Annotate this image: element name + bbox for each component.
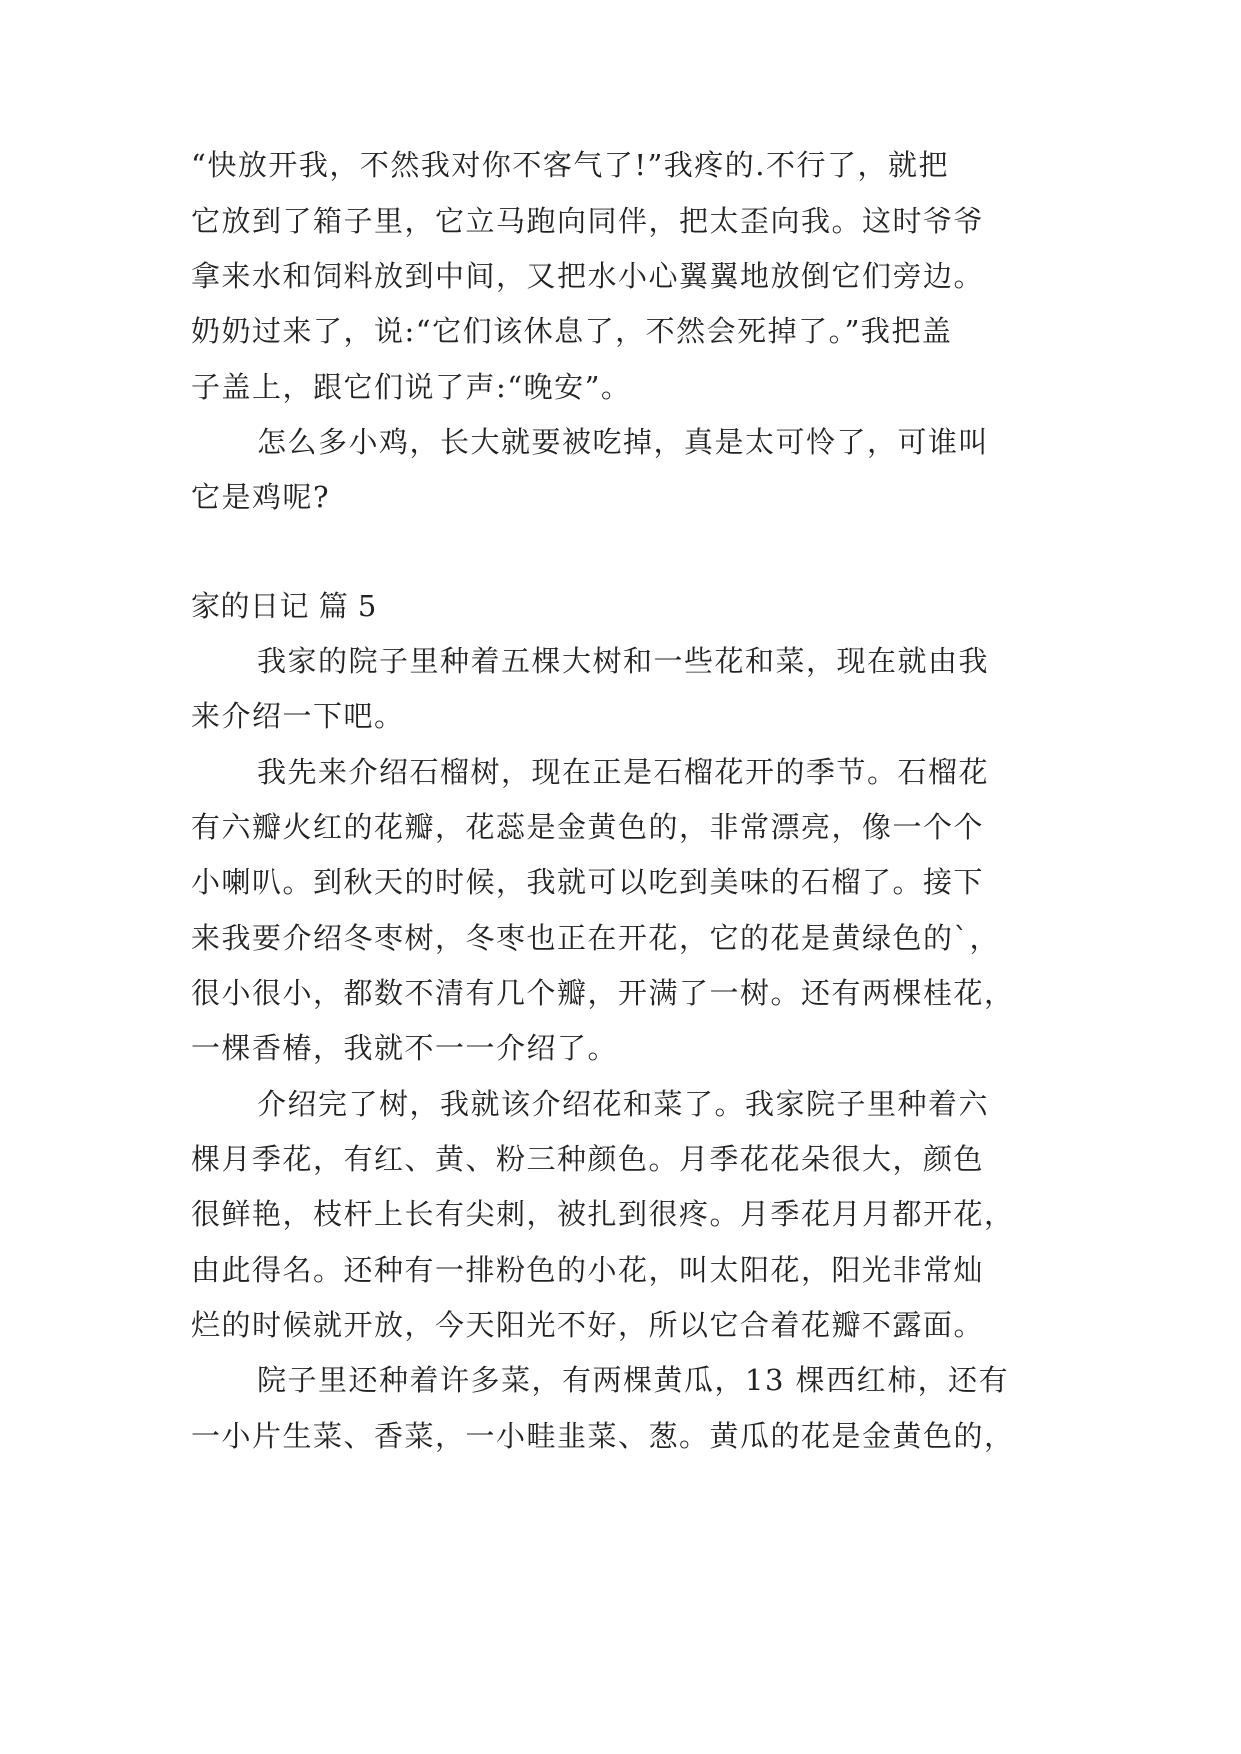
paragraph-line: “快放开我，不然我对你不客气了!”我疼的.不行了，就把 xyxy=(191,148,950,182)
paragraph-line: 小喇叭。到秋天的时候，我就可以吃到美味的石榴了。接下 xyxy=(191,865,985,899)
paragraph-line: 一小片生菜、香菜，一小畦韭菜、葱。黄瓜的花是金黄色的， xyxy=(191,1419,1015,1453)
paragraph-line: 很小很小，都数不清有几个瓣，开满了一树。还有两棵桂花， xyxy=(191,976,1015,1010)
paragraph-line: 院子里还种着许多菜，有两棵黄瓜，13 棵西红柿，还有 xyxy=(257,1363,1010,1397)
paragraph-line: 一棵香椿，我就不一一介绍了。 xyxy=(191,1031,619,1065)
section-title: 家的日记 篇 5 xyxy=(191,589,377,623)
paragraph-line: 子盖上，跟它们说了声:“晚安”。 xyxy=(191,370,632,404)
paragraph-line: 介绍完了树，我就该介绍花和菜了。我家院子里种着六 xyxy=(257,1087,990,1121)
paragraph-line: 来介绍一下吧。 xyxy=(191,699,405,733)
paragraph-line: 烂的时候就开放，今天阳光不好，所以它合着花瓣不露面。 xyxy=(191,1308,985,1342)
paragraph-line: 我先来介绍石榴树，现在正是石榴花开的季节。石榴花 xyxy=(257,755,990,789)
paragraph-line: 棵月季花，有红、黄、粉三种颜色。月季花花朵很大，颜色 xyxy=(191,1142,985,1176)
paragraph-line: 拿来水和饲料放到中间，又把水小心翼翼地放倒它们旁边。 xyxy=(191,259,985,293)
paragraph-line: 很鲜艳，枝杆上长有尖刺，被扎到很疼。月季花月月都开花， xyxy=(191,1197,1015,1231)
paragraph-line: 它放到了箱子里，它立马跑向同伴，把太歪向我。这时爷爷 xyxy=(191,204,985,238)
paragraph-line: 有六瓣火红的花瓣，花蕊是金黄色的，非常漂亮，像一个个 xyxy=(191,810,985,844)
paragraph-line: 它是鸡呢? xyxy=(191,480,331,514)
paragraph-line: 我家的院子里种着五棵大树和一些花和菜，现在就由我 xyxy=(257,644,990,678)
paragraph-line: 怎么多小鸡，长大就要被吃掉，真是太可怜了，可谁叫 xyxy=(257,425,990,459)
paragraph-line: 奶奶过来了，说:“它们该休息了，不然会死掉了。”我把盖 xyxy=(191,314,953,348)
paragraph-line: 来我要介绍冬枣树，冬枣也正在开花，它的花是黄绿色的`， xyxy=(191,921,1001,955)
paragraph-line: 由此得名。还种有一排粉色的小花，叫太阳花，阳光非常灿 xyxy=(191,1253,985,1287)
